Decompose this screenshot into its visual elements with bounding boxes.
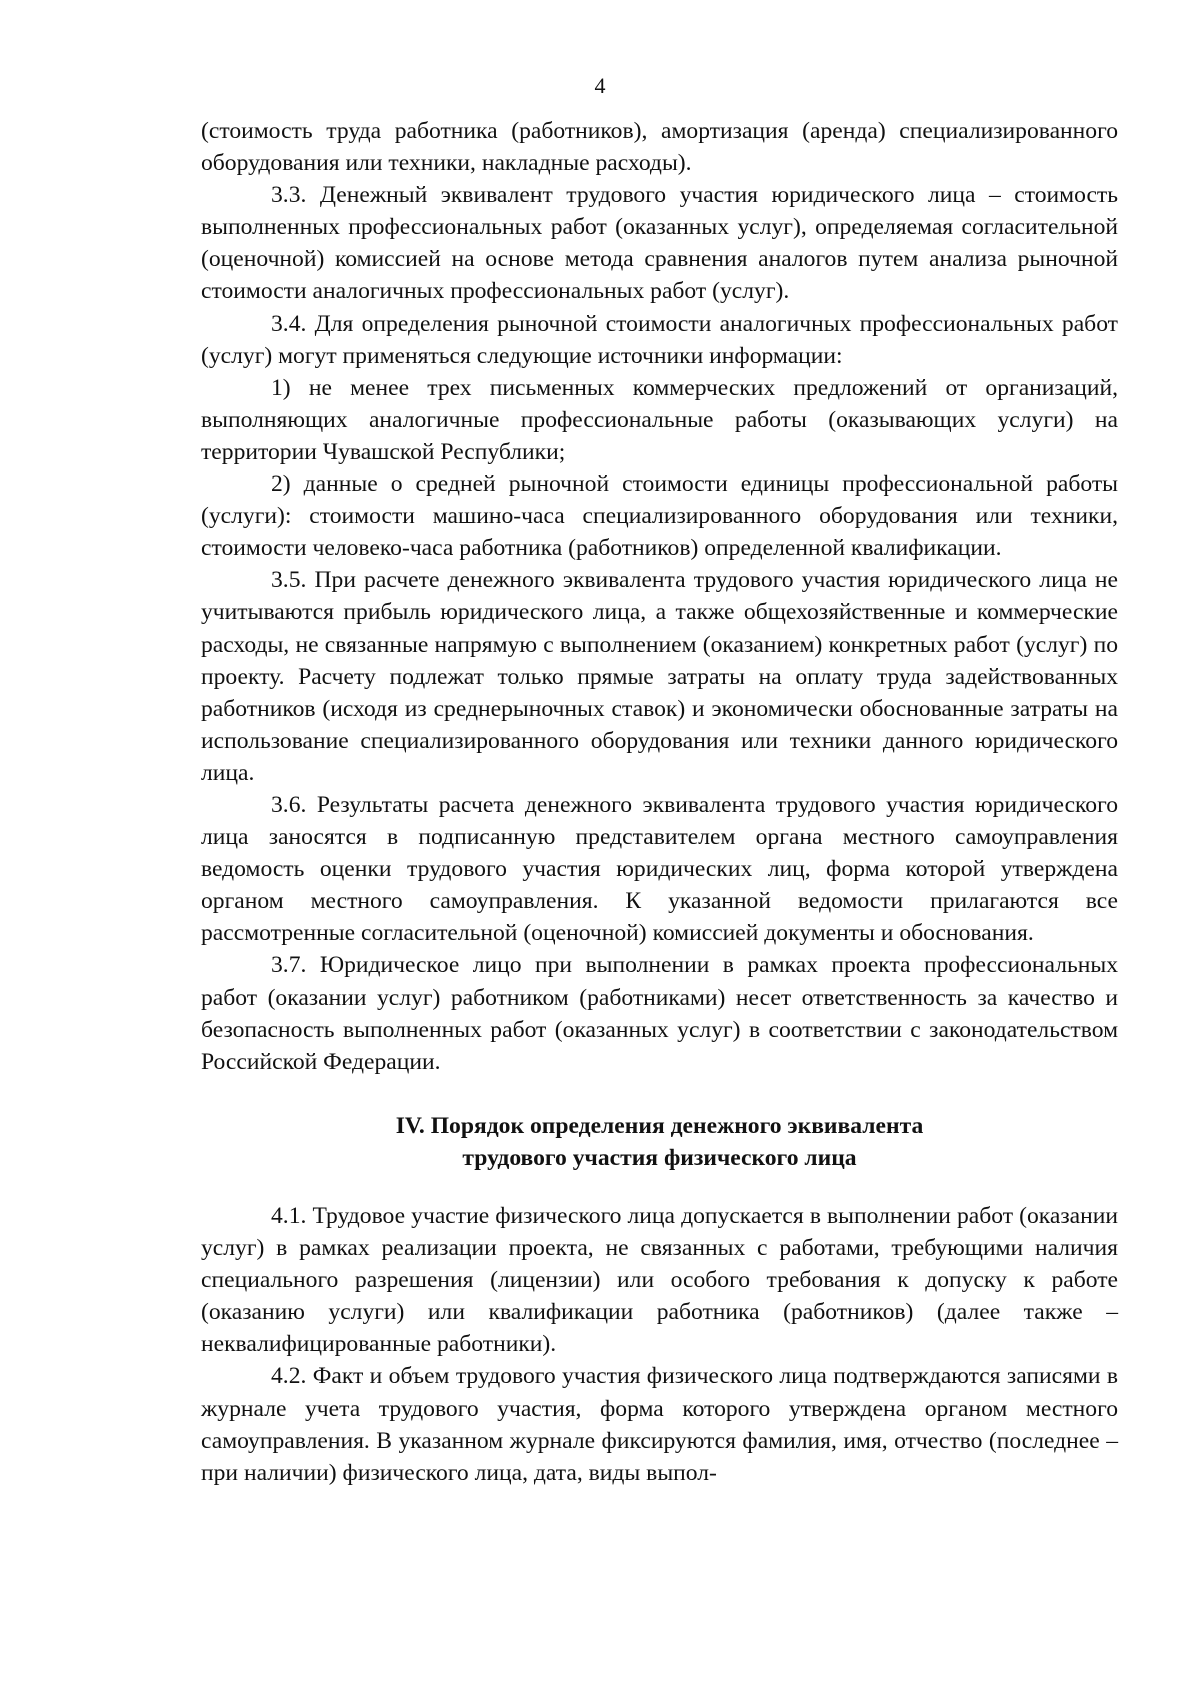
paragraph-3-7: 3.7. Юридическое лицо при выполнении в рамках проекта профессиональных работ (оказании услуг) работником (работниками) несет ответственность за качество и безопасность выполненных работ (оказанных услуг) в соответствии с законодательством Российской Федерации. [201,952,1118,1075]
document-body [201,115,1118,1489]
paragraph-4-1: 4.1. Трудовое участие физического лица допускается в выполнении работ (оказании услуг) в рамках реализации проекта, не связанных с работами, требующими наличия специального разрешения (лицензии) или особого требования к допуску к работе (оказанию услуги) или квалификации работника (работников) (далее также – неквалифицированные работники). [201,1203,1118,1358]
paragraph-3-6: 3.6. Результаты расчета денежного эквивалента трудового участия юридического лица заносятся в подписанную представителем органа местного самоуправления ведомость оценки трудового участия юридических лиц, форма которой утверждена органом местного самоуправления. К указанной ведомости прилагаются все рассмотренные согласительной (оценочной) комиссией документы и обоснования. [201,791,1118,947]
page-number: 4 [594,73,606,98]
section-heading [201,1110,1118,1174]
paragraph-4-2: 4.2. Факт и объем трудового участия физического лица подтверждаются записями в журнале учета трудового участия, форма которого утверждена органом местного самоуправления. В указанном журнале фиксируются фамилия, имя, отчество (последнее – при наличии) физического лица, дата, виды выпол- [201,1363,1118,1486]
paragraph-continuation: (стоимость труда работника (работников), амортизация (аренда) специализированного оборудования или техники, накладные расходы). [201,118,1118,177]
section-heading-line-2: трудового участия физического лица [462,1144,857,1171]
list-item-1: 1) не менее трех письменных коммерческих предложений от организаций, выполняющих аналогичные профессиональные работы (оказывающих услуги) на территории Чувашской Республики; [201,374,1118,465]
paragraph-3-3: 3.3. Денежный эквивалент трудового участия юридического лица – стоимость выполненных профессиональных работ (оказанных услуг), определяемая согласительной (оценочной) комиссией на основе метода сравнения аналогов путем анализа рыночной стоимости аналогичных профессиональных работ (услуг). [201,182,1118,305]
paragraph-3-5: 3.5. При расчете денежного эквивалента трудового участия юридического лица не учитываются прибыль юридического лица, а также общехозяйственные и коммерческие расходы, не связанные напрямую с выполнением (оказанием) конкретных работ (услуг) по проекту. Расчету подлежат только прямые затраты на оплату труда задействованных работников (исходя из среднерыночных ставок) и экономически обоснованные затраты на использование специализированного оборудования или техники данного юридического лица. [201,567,1118,786]
section-heading-line-1: IV. Порядок определения денежного эквивалента [395,1112,924,1139]
list-item-2: 2) данные о средней рыночной стоимости единицы профессиональной работы (услуги): стоимости машино-часа специализированного оборудования или техники, стоимости человеко-часа работника (работников) определенной квалификации. [201,471,1118,562]
paragraph-3-4: 3.4. Для определения рыночной стоимости аналогичных профессиональных работ (услуг) могут применяться следующие источники информации: [201,310,1118,369]
